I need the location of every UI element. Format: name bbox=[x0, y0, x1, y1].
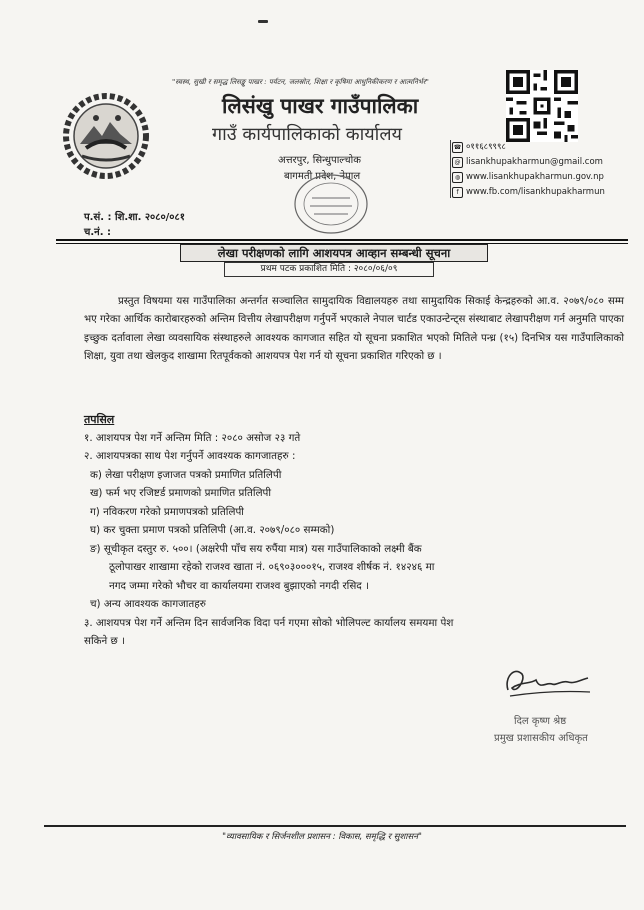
item-deadline: १. आशयपत्र पेश गर्ने अन्तिम मिति : २०८० असोज २३ गते bbox=[84, 432, 301, 444]
header-rule bbox=[56, 239, 628, 241]
contact-phone: ☎ ०११६८९९९८ bbox=[453, 142, 506, 152]
contact-email[interactable]: @ lisankhupakharmun@gmail.com bbox=[452, 155, 605, 170]
office-name: गाउँ कार्यपालिकाको कार्यालय bbox=[212, 124, 402, 145]
item-documents: २. आशयपत्रका साथ पेश गर्नुपर्ने आवश्यक कागजातहरु : bbox=[84, 450, 296, 462]
footer-rule bbox=[44, 825, 626, 827]
reference-number: प.सं. : शि.शा. २०८०/०८१ bbox=[84, 212, 185, 223]
doc-item: क) लेखा परीक्षण इजाजत पत्रको प्रमाणित प्रतिलिपी bbox=[90, 469, 282, 481]
signatory-title: प्रमुख प्रशासकीय अधिकृत bbox=[494, 733, 588, 744]
doc-item: च) अन्य आवश्यक कागजातहरु bbox=[90, 598, 206, 610]
facebook-icon: f bbox=[452, 187, 463, 198]
doc-item: ख) फर्म भए रजिष्टर्ड प्रमाणको प्रमाणित प्रतिलिपी bbox=[90, 487, 272, 499]
contact-divider bbox=[450, 140, 451, 198]
notice-title: लेखा परीक्षणको लागि आशयपत्र आव्हान सम्बन्धी सूचना bbox=[180, 244, 488, 262]
qr-code bbox=[506, 70, 578, 142]
address-line-1: अत्तरपुर, सिन्धुपाल्चोक bbox=[278, 155, 361, 166]
web-icon: ◍ bbox=[452, 172, 463, 183]
email-icon: @ bbox=[452, 157, 463, 168]
office-stamp bbox=[292, 172, 370, 236]
contact-list bbox=[452, 140, 605, 200]
header-motto: "स्वस्थ, सुखी र समृद्ध लिसङ्खु पाखर : पर्यटन, जलस्रोत, शिक्षा र कृषिमा आधुनिकीकरण र आत्मनिर्भर" bbox=[172, 78, 429, 86]
item-holiday-rule: ३. आशयपत्र पेश गर्ने अन्तिम दिन सार्वजनिक विदा पर्न गएमा सोको भोलिपल्ट कार्यालय समयमा पेश bbox=[84, 617, 454, 629]
doc-item: ङ) सूचीकृत दस्तुर रु. ५००। (अक्षरेपी पाँच सय रुपैंया मात्र) यस गाउँपालिकाको लक्ष्मी बैंक bbox=[90, 543, 422, 555]
contact-facebook[interactable]: f www.fb.com/lisankhupakharmun bbox=[452, 185, 605, 200]
emblem-logo bbox=[60, 90, 152, 182]
signatory-name: दिल कृष्ण श्रेष्ठ bbox=[514, 716, 567, 727]
details-heading: तपसिल bbox=[84, 413, 115, 426]
doc-item-continued: ठूलोपाखर शाखामा रहेको राजश्व खाता नं. ०६९०३०००१५, राजश्व शीर्षक नं. १४२४६ मा bbox=[109, 561, 435, 573]
doc-item: ग) नविकरण गरेको प्रमाणपत्रको प्रतिलिपी bbox=[90, 506, 244, 518]
scan-mark bbox=[258, 20, 268, 23]
contact-website[interactable]: ◍ www.lisankhupakharmun.gov.np bbox=[452, 170, 605, 185]
dispatch-number: च.नं. : bbox=[84, 227, 111, 238]
notice-paragraph: प्रस्तुत विषयमा यस गाउँपालिका अन्तर्गत सञ्चालित सामुदायिक विद्यालयहरु तथा सामुदायिक सिकाई केन्द्रहरुको आ.व. २०७९/०८० सम्म भए गरेका आर्थिक कारोबारहरुको अन्तिम वित्तीय लेखापरीक्षण गर्नुपर्ने भएकाले नेपाल चार्टड एकाउन्टेन्ट्स संस्थाबाट लेखापरीक्षण गर्न अनुमति पाएका इच्छुक दर्तावाला लेखा व्यवसायिक संस्थाहरुले आवश्यक कागजात सहित यो सूचना प्रकाशित भएको मितिले पन्ध्र (१५) दिनभित्र यस गाउँपालिकाको शिक्षा, युवा तथा खेलकुद शाखामा रितपूर्वकको आशयपत्र पेश गर्न यो सूचना प्रकाशित गरिएको छ । bbox=[84, 296, 625, 363]
footer-slogan: "व्यावसायिक र सिर्जनशील प्रशासन : विकास, समृद्धि र सुशासन" bbox=[222, 832, 422, 842]
published-date: प्रथम पटक प्रकाशित मिति : २०८०/०६/०९ bbox=[224, 262, 434, 277]
phone-icon: ☎ bbox=[453, 144, 462, 151]
doc-item: घ) कर चुक्ता प्रमाण पत्रको प्रतिलिपी (आ.व. २०७९/०८० सम्मको) bbox=[90, 524, 335, 536]
doc-item-continued: नगद जम्मा गरेको भौचर वा कार्यालयमा राजश्व बुझाएको नगदी रसिद । bbox=[109, 580, 369, 592]
item-holiday-rule-continued: सकिने छ । bbox=[84, 635, 125, 647]
signature-mark bbox=[500, 660, 592, 704]
address-line-2: बागमती प्रदेश, नेपाल bbox=[284, 171, 361, 182]
organization-name: लिसंखु पाखर गाउँपालिका bbox=[222, 94, 419, 118]
